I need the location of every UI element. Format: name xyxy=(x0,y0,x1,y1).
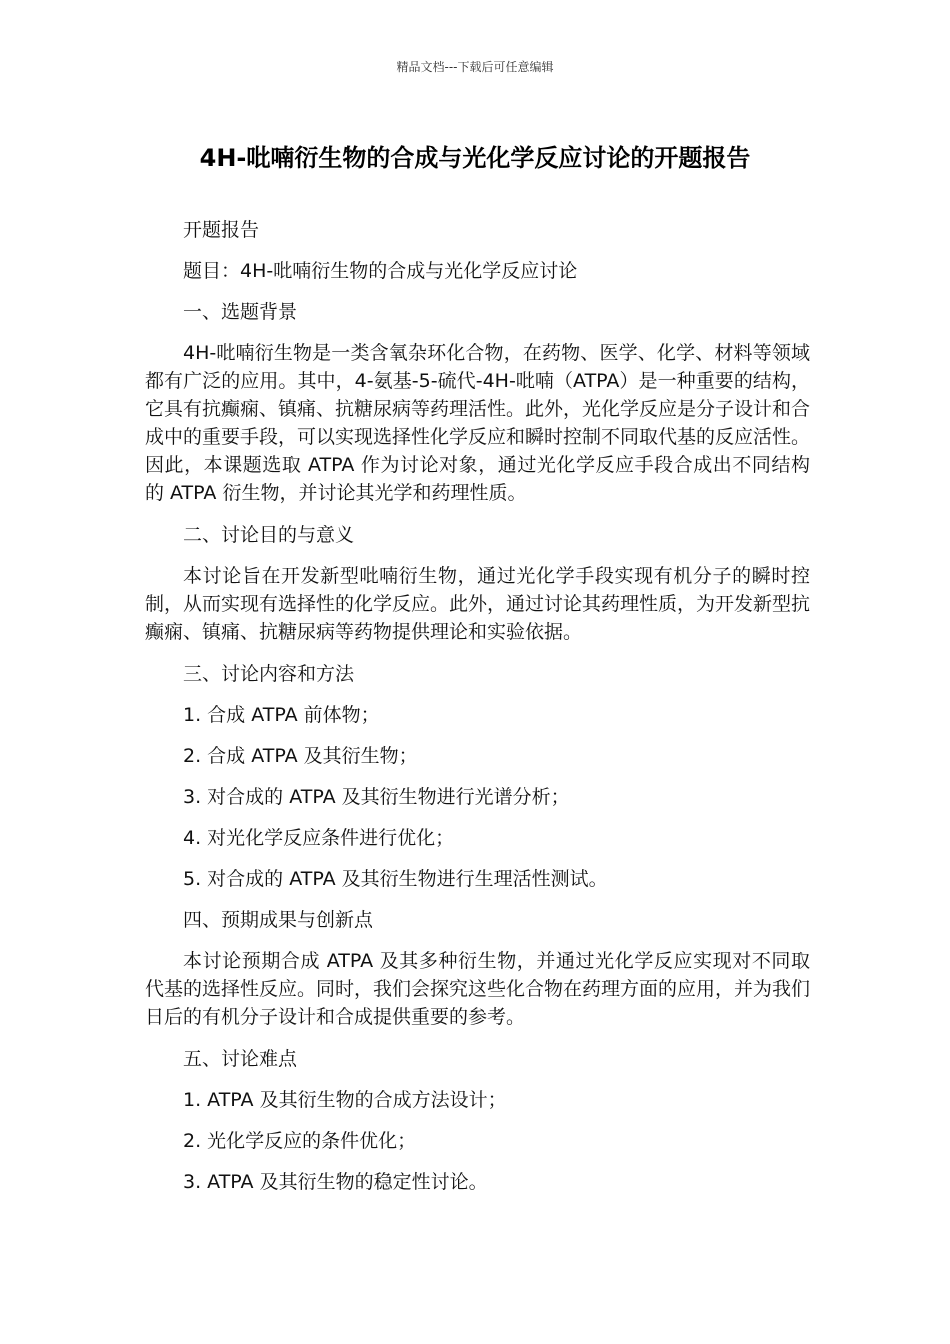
list-item: 2. 光化学反应的条件优化； xyxy=(183,1130,417,1152)
paragraph-background: 4H-吡喃衍生物是一类含氧杂环化合物，在药物、医学、化学、材料等领域都有广泛的应用。其中，4-氨基-5-硫代-4H-吡喃（ATPA）是一种重要的结构，它具有抗癫痫、镇痛、抗糖尿病等药理活性。此外，光化学反应是分子设计和合成中的重要手段，可以实现选择性化学反应和瞬时控制不同取代基的反应活性。因此，本课题选取 ATPA 作为讨论对象，通过光化学反应手段合成出不同结构的 ATPA 衍生物，并讨论其光学和药理性质。 xyxy=(145,342,811,504)
heading-purpose: 二、讨论目的与意义 xyxy=(183,524,355,546)
heading-difficulties: 五、讨论难点 xyxy=(183,1048,298,1070)
header-note: 精品文档---下载后可任意编辑 xyxy=(396,60,554,74)
list-item: 5. 对合成的 ATPA 及其衍生物进行生理活性测试。 xyxy=(183,868,608,890)
list-item: 4. 对光化学反应条件进行优化； xyxy=(183,827,455,849)
paragraph-expected-results: 本讨论预期合成 ATPA 及其多种衍生物，并通过光化学反应实现对不同取代基的选择性反应。同时，我们会探究这些化合物在药理方面的应用，并为我们日后的有机分子设计和合成提供重要的参考。 xyxy=(145,950,811,1028)
heading-background: 一、选题背景 xyxy=(183,301,298,323)
heading-expected-results: 四、预期成果与创新点 xyxy=(183,909,374,931)
document-body xyxy=(145,216,810,1209)
list-item: 3. ATPA 及其衍生物的稳定性讨论。 xyxy=(183,1171,488,1193)
topic-line: 题目：4H-吡喃衍生物的合成与光化学反应讨论 xyxy=(183,260,578,282)
section-label-report: 开题报告 xyxy=(183,219,260,241)
list-item: 2. 合成 ATPA 及其衍生物； xyxy=(183,745,418,767)
list-item: 1. ATPA 及其衍生物的合成方法设计； xyxy=(183,1089,507,1111)
heading-content-method: 三、讨论内容和方法 xyxy=(183,663,355,685)
list-item: 3. 对合成的 ATPA 及其衍生物进行光谱分析； xyxy=(183,786,570,808)
paragraph-purpose: 本讨论旨在开发新型吡喃衍生物，通过光化学手段实现有机分子的瞬时控制，从而实现有选择性的化学反应。此外，通过讨论其药理性质，为开发新型抗癫痫、镇痛、抗糖尿病等药物提供理论和实验依据。 xyxy=(145,565,811,643)
document-title: 4H-吡喃衍生物的合成与光化学反应讨论的开题报告 xyxy=(199,144,751,172)
list-item: 1. 合成 ATPA 前体物； xyxy=(183,704,380,726)
